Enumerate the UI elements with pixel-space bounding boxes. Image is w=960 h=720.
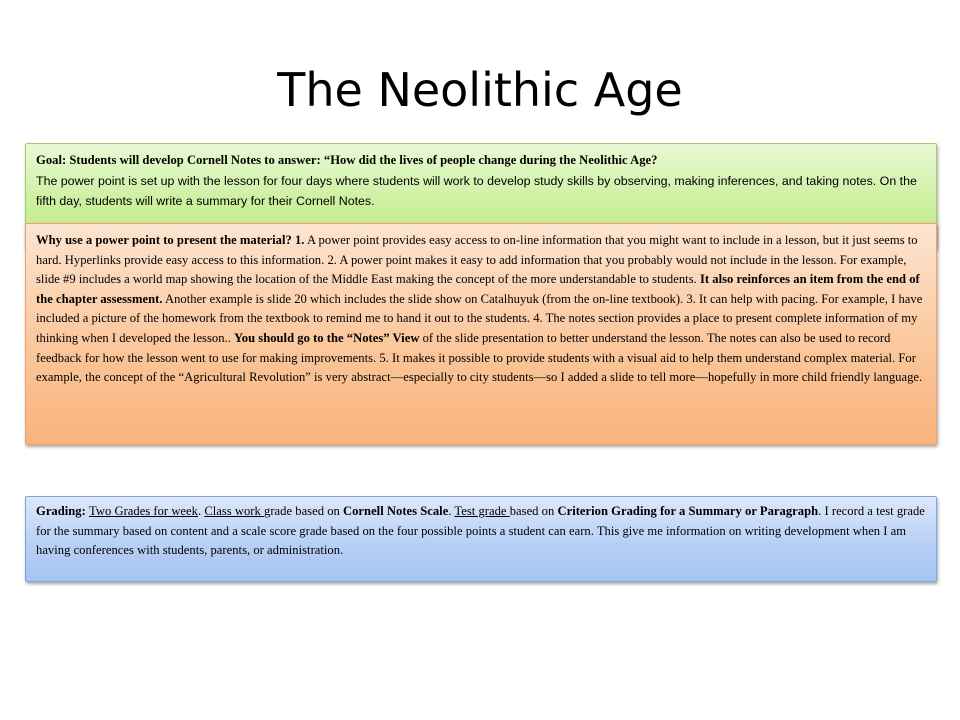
goal-body: The power point is set up with the lesson for four days where students will work to develop study skills by observing, making inferences, and taking notes. On the fifth day, students will write a summary for their Cornell Notes. <box>36 173 917 208</box>
goal-heading-text: Goal: Students will develop Cornell Notes to answer: “How did the lives of people change during the Neolithic Age? <box>36 153 658 167</box>
test-grade-text: Test grade <box>454 504 510 518</box>
why-part-1: A power point provides easy access to on-line information that you might want to include in a lesson, but it just seems to hard. Hyperlinks provide easy access to this information. 2. A power point makes it easy to add information that you probably would not include in the lesson. For example, slide #9 includes a world map showing the location of the Middle East making the concept of the more understandable to students. <box>36 233 918 287</box>
goal-heading <box>36 151 926 171</box>
slide-title: The Neolithic Age <box>277 63 683 117</box>
why-bold-2: You should go to the “Notes” View <box>234 330 420 345</box>
grading-label: Grading: <box>36 504 90 518</box>
why-powerpoint-box <box>25 223 937 445</box>
grading-part-1: grade based on <box>264 504 343 518</box>
why-lead: Why use a power point to present the material? 1. <box>36 233 305 247</box>
grading-sep-1: . <box>197 504 205 518</box>
grading-box <box>25 496 937 582</box>
grading-part-2: based on <box>509 504 558 518</box>
why-part-3: of the slide presentation to better understand the lesson. The notes can also be used to record feedback for how the lesson went to use for making improvements. 5. It makes it possible to provide students with a visual aid to help them understand complex material. For example, the concept of the “Agricultural Revolution” is very abstract—especially to city students—so I added a slide to tell more—hopefully in more child friendly language. <box>36 330 923 385</box>
grading-part-3: . I record a test grade for the summary based on content and a scale score grade based on the four possible points a student can earn. This give me information on writing development when I am having conferences with students, parents, or administration. <box>36 504 925 558</box>
grading-sep-2: . <box>448 504 455 518</box>
two-grades-text: Two Grades for week <box>89 504 198 518</box>
grading-text <box>36 502 926 561</box>
cornell-scale-text: Cornell Notes Scale <box>343 504 449 518</box>
criterion-text: Criterion Grading for a Summary or Paragraph <box>557 504 819 518</box>
class-work-text: Class work <box>204 504 265 518</box>
why-bold-1: It also reinforces an item from the end of the chapter assessment. <box>36 272 920 306</box>
why-powerpoint-text <box>36 231 926 388</box>
why-part-2: Another example is slide 20 which includes the slide show on Catalhuyuk (from the on-line textbook). 3. It can help with pacing. For example, I have included a picture of the homework from the textbook to remind me to hand it out to the students. 4. The notes section provides a place to present complete information of my thinking when I developed the lesson.. <box>36 291 923 345</box>
